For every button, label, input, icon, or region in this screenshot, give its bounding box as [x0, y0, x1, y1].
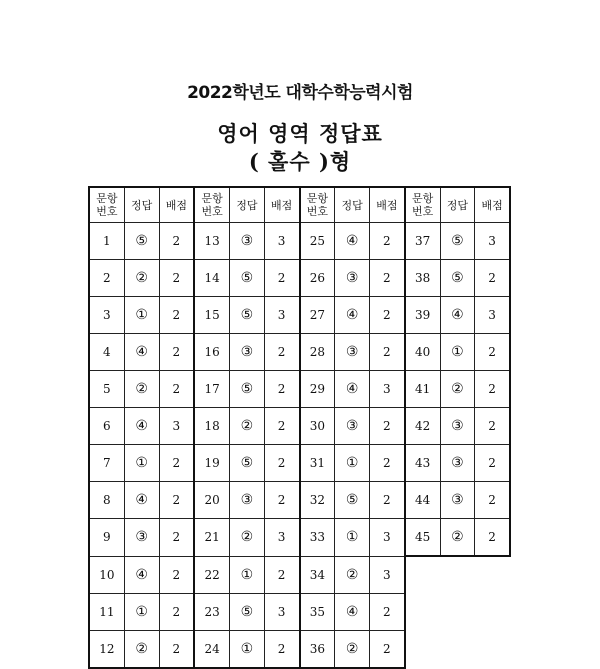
points-value: 3: [159, 408, 194, 445]
answer-mark: ④: [440, 297, 475, 334]
table-row: [89, 482, 510, 519]
points-value: 2: [264, 445, 299, 482]
question-number: 5: [89, 371, 124, 408]
points-value: 2: [159, 556, 194, 593]
points-value: 2: [264, 482, 299, 519]
points-value: 2: [370, 260, 405, 297]
question-number: 34: [300, 556, 335, 593]
question-number: 45: [405, 519, 440, 557]
answer-mark: ④: [335, 297, 370, 334]
points-value: 2: [370, 593, 405, 630]
points-value: 2: [475, 408, 510, 445]
question-number: 22: [194, 556, 229, 593]
question-number-header: 문항 번호: [89, 187, 124, 223]
exam-year-title: 2022학년도 대학수학능력시험: [187, 83, 413, 103]
answer-mark: ⑤: [230, 445, 265, 482]
answer-mark: ②: [230, 408, 265, 445]
points-header: 배점: [264, 187, 299, 223]
answer-mark: ①: [335, 519, 370, 557]
answer-header: 정답: [124, 187, 159, 223]
question-number: 38: [405, 260, 440, 297]
points-value: 2: [159, 297, 194, 334]
table-row: [89, 334, 510, 371]
question-number: 31: [300, 445, 335, 482]
points-header: 배점: [159, 187, 194, 223]
question-number: 17: [194, 371, 229, 408]
question-number: 18: [194, 408, 229, 445]
question-number: 37: [405, 223, 440, 260]
points-value: 2: [370, 445, 405, 482]
question-number: 19: [194, 445, 229, 482]
question-number: 44: [405, 482, 440, 519]
empty-cell: [475, 593, 510, 630]
points-value: 2: [475, 445, 510, 482]
answer-mark: ③: [335, 408, 370, 445]
answer-mark: ③: [335, 260, 370, 297]
answer-header: 정답: [230, 187, 265, 223]
answer-mark: ⑤: [124, 223, 159, 260]
points-value: 2: [370, 408, 405, 445]
question-number: 16: [194, 334, 229, 371]
empty-cell: [440, 556, 475, 593]
answer-mark: ④: [124, 408, 159, 445]
points-value: 2: [370, 630, 405, 668]
empty-cell: [405, 630, 440, 668]
points-value: 2: [264, 334, 299, 371]
question-number: 36: [300, 630, 335, 668]
question-number-header: 문항 번호: [300, 187, 335, 223]
answer-mark: ⑤: [230, 260, 265, 297]
question-number: 11: [89, 593, 124, 630]
answer-mark: ③: [440, 408, 475, 445]
question-number: 14: [194, 260, 229, 297]
points-value: 2: [370, 297, 405, 334]
answer-mark: ①: [124, 297, 159, 334]
answer-mark: ④: [335, 371, 370, 408]
points-value: 2: [264, 408, 299, 445]
answer-mark: ②: [440, 519, 475, 557]
points-value: 2: [475, 260, 510, 297]
question-number: 39: [405, 297, 440, 334]
answer-mark: ③: [230, 334, 265, 371]
table-row: [89, 223, 510, 260]
question-number: 42: [405, 408, 440, 445]
points-value: 3: [475, 297, 510, 334]
question-number-header: 문항 번호: [194, 187, 229, 223]
question-number: 7: [89, 445, 124, 482]
question-number: 32: [300, 482, 335, 519]
table-row: [89, 519, 510, 557]
answer-mark: ④: [124, 482, 159, 519]
points-value: 3: [264, 297, 299, 334]
answer-mark: ①: [124, 593, 159, 630]
answer-mark: ②: [335, 556, 370, 593]
question-number: 28: [300, 334, 335, 371]
answer-mark: ④: [124, 556, 159, 593]
points-value: 2: [475, 334, 510, 371]
subject-title: 영어 영역 정답표: [217, 121, 383, 146]
points-value: 3: [264, 519, 299, 557]
points-value: 2: [264, 371, 299, 408]
question-number: 33: [300, 519, 335, 557]
answer-mark: ⑤: [230, 297, 265, 334]
question-number-header: 문항 번호: [405, 187, 440, 223]
points-header: 배점: [475, 187, 510, 223]
table-row: [89, 371, 510, 408]
answer-header: 정답: [440, 187, 475, 223]
answer-mark: ②: [440, 371, 475, 408]
answer-mark: ②: [124, 371, 159, 408]
answer-mark: ⑤: [230, 371, 265, 408]
answer-mark: ③: [440, 482, 475, 519]
answer-mark: ③: [230, 482, 265, 519]
points-value: 3: [370, 519, 405, 557]
points-value: 2: [264, 630, 299, 668]
answer-mark: ③: [335, 334, 370, 371]
table-row: [89, 630, 510, 668]
question-number: 21: [194, 519, 229, 557]
question-number: 12: [89, 630, 124, 668]
points-value: 2: [370, 334, 405, 371]
question-number: 2: [89, 260, 124, 297]
points-value: 2: [370, 223, 405, 260]
table-row: [89, 556, 510, 593]
answer-mark: ③: [230, 223, 265, 260]
answer-mark: ⑤: [230, 593, 265, 630]
answer-mark: ④: [124, 334, 159, 371]
answer-mark: ⑤: [440, 260, 475, 297]
points-value: 2: [159, 445, 194, 482]
header-row: [89, 187, 510, 223]
points-value: 3: [370, 371, 405, 408]
question-number: 41: [405, 371, 440, 408]
question-number: 9: [89, 519, 124, 557]
answer-mark: ④: [335, 593, 370, 630]
answer-mark: ③: [124, 519, 159, 557]
points-value: 2: [159, 371, 194, 408]
answer-mark: ④: [335, 223, 370, 260]
points-value: 2: [475, 371, 510, 408]
empty-cell: [440, 630, 475, 668]
points-value: 2: [370, 482, 405, 519]
question-number: 25: [300, 223, 335, 260]
points-value: 2: [159, 223, 194, 260]
answer-mark: ②: [335, 630, 370, 668]
points-value: 2: [159, 593, 194, 630]
points-value: 3: [264, 593, 299, 630]
answer-mark: ②: [230, 519, 265, 557]
question-number: 29: [300, 371, 335, 408]
question-number: 24: [194, 630, 229, 668]
question-number: 10: [89, 556, 124, 593]
answer-mark: ①: [230, 556, 265, 593]
points-value: 2: [475, 519, 510, 557]
question-number: 1: [89, 223, 124, 260]
answer-mark: ⑤: [440, 223, 475, 260]
question-number: 3: [89, 297, 124, 334]
question-number: 8: [89, 482, 124, 519]
question-number: 35: [300, 593, 335, 630]
answer-mark: ⑤: [335, 482, 370, 519]
question-number: 20: [194, 482, 229, 519]
points-value: 2: [159, 630, 194, 668]
empty-cell: [475, 556, 510, 593]
empty-cell: [405, 593, 440, 630]
question-number: 13: [194, 223, 229, 260]
points-value: 2: [475, 482, 510, 519]
answer-header: 정답: [335, 187, 370, 223]
answer-mark: ③: [440, 445, 475, 482]
table-row: [89, 445, 510, 482]
empty-cell: [405, 556, 440, 593]
table-row: [89, 593, 510, 630]
answer-key-table: [88, 186, 511, 669]
answer-mark: ①: [124, 445, 159, 482]
answer-mark: ①: [335, 445, 370, 482]
question-number: 26: [300, 260, 335, 297]
answer-mark: ①: [440, 334, 475, 371]
table-row: [89, 297, 510, 334]
points-header: 배점: [370, 187, 405, 223]
points-value: 2: [159, 482, 194, 519]
answer-mark: ②: [124, 630, 159, 668]
answer-mark: ①: [230, 630, 265, 668]
table-row: [89, 260, 510, 297]
points-value: 2: [159, 260, 194, 297]
points-value: 3: [370, 556, 405, 593]
points-value: 2: [159, 519, 194, 557]
question-number: 4: [89, 334, 124, 371]
points-value: 3: [264, 223, 299, 260]
question-number: 27: [300, 297, 335, 334]
question-number: 23: [194, 593, 229, 630]
question-number: 30: [300, 408, 335, 445]
question-number: 40: [405, 334, 440, 371]
points-value: 2: [264, 556, 299, 593]
question-number: 43: [405, 445, 440, 482]
table-row: [89, 408, 510, 445]
form-type-title: ( 홀수 )형: [248, 149, 352, 174]
points-value: 2: [264, 260, 299, 297]
empty-cell: [440, 593, 475, 630]
question-number: 15: [194, 297, 229, 334]
points-value: 3: [475, 223, 510, 260]
empty-cell: [475, 630, 510, 668]
question-number: 6: [89, 408, 124, 445]
points-value: 2: [159, 334, 194, 371]
answer-mark: ②: [124, 260, 159, 297]
